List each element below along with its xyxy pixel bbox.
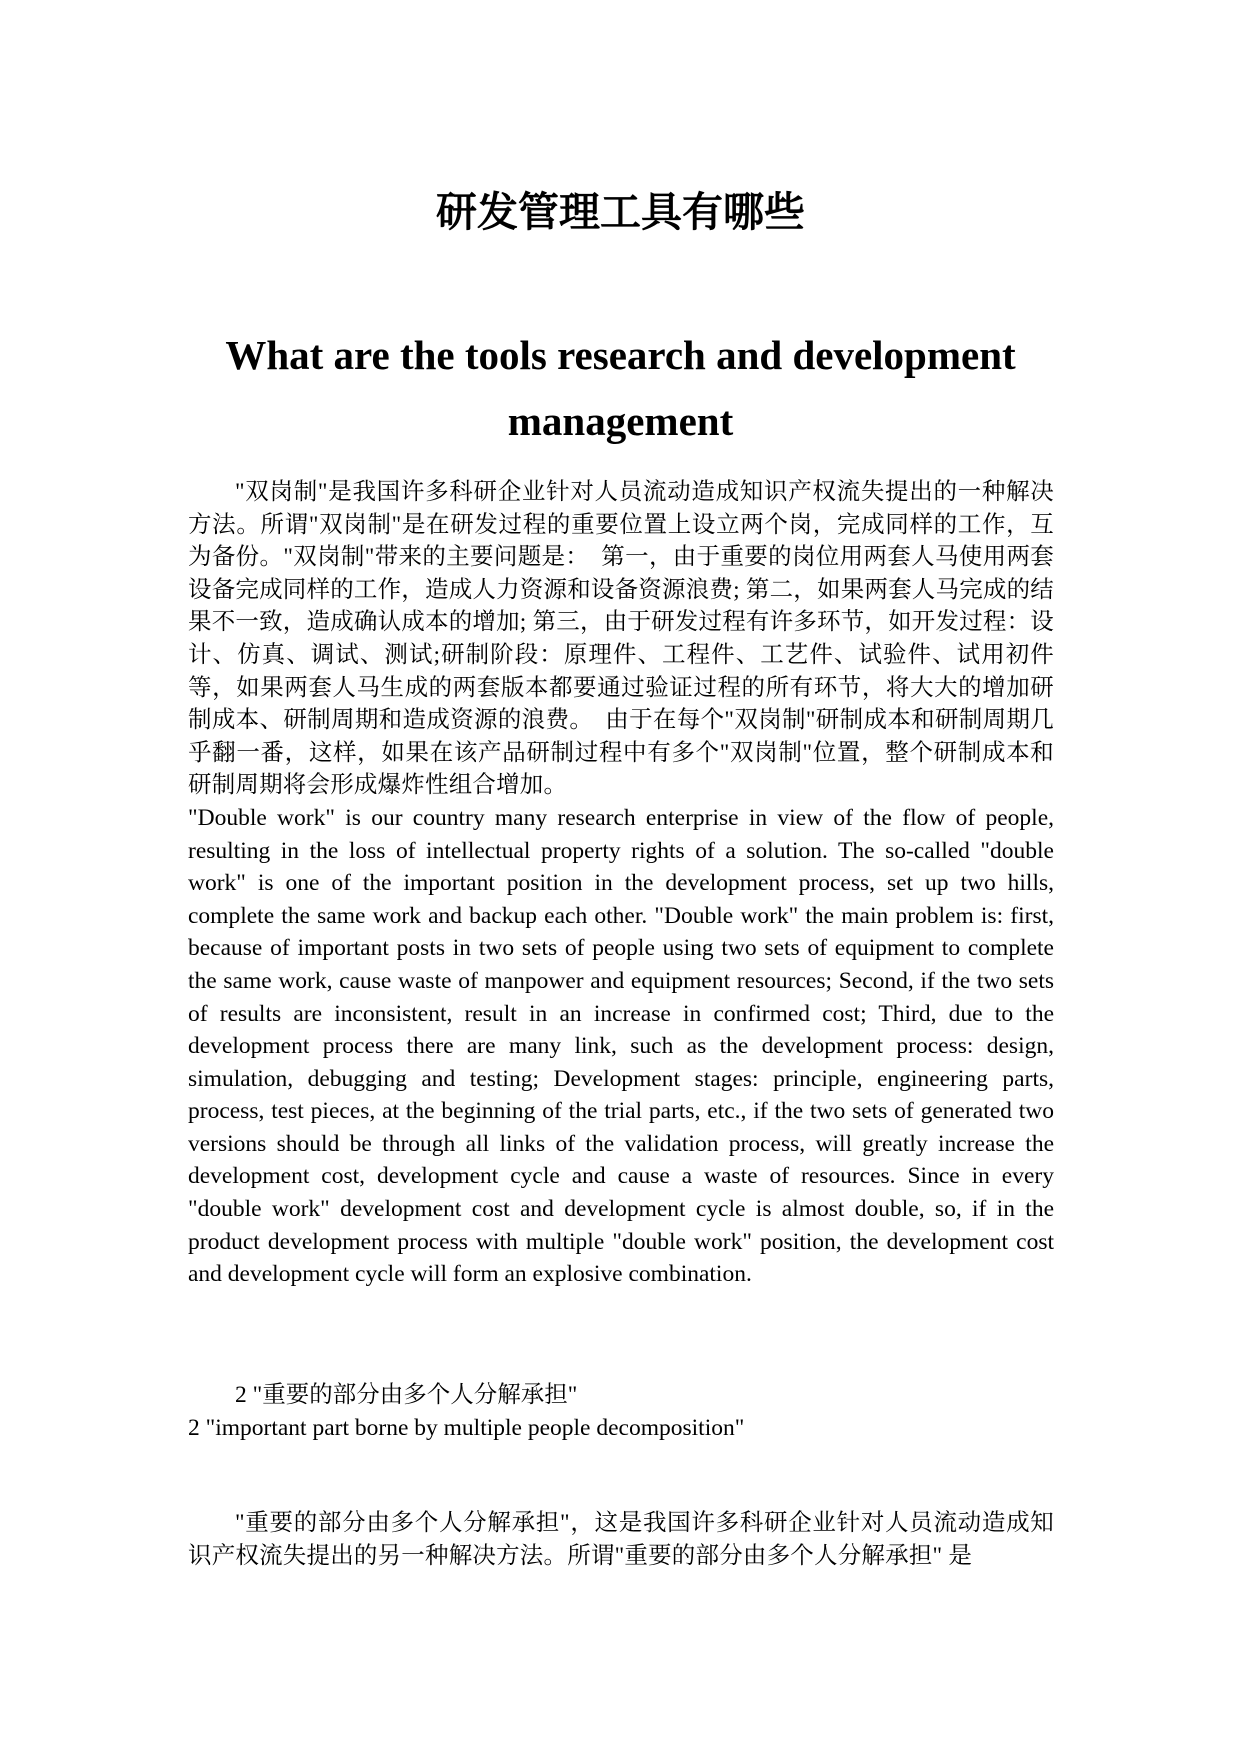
section-2-body <box>188 1507 1054 1572</box>
title-english: What are the tools research and development management <box>225 332 1016 444</box>
paragraph-1-english: "Double work" is our country many research enterprise in view of the flow of people, resulting in the loss of intellectual property rights of a solution. The so-called "double work" is one of the important position in the development process, set up two hills, complete the same work and backup each other. "Double work" the main problem is: first, because of important posts in two sets of people using two sets of equipment to complete the same work, cause waste of manpower and equipment resources; Second, if the two sets of results are inconsistent, result in an increase in confirmed cost; Third, due to the development process there are many link, such as the development process: design, simulation, debugging and testing; Development stages: principle, engineering parts, process, test pieces, at the beginning of the trial parts, etc., if the two sets of generated two versions should be through all links of the validation process, will greatly increase the development cost, development cycle and cause a waste of resources. Since in every "double work" development cost and development cycle is almost double, so, if in the product development process with multiple "double work" position, the development cost and development cycle will form an explosive combination. <box>188 804 1054 1288</box>
paragraph-2-chinese: "重要的部分由多个人分解承担"，这是我国许多科研企业针对人员流动造成知识产权流失提出的另一种解决方法。所谓"重要的部分由多个人分解承担" 是 <box>188 1510 1054 1569</box>
section-1 <box>188 476 1054 1291</box>
section-2-title-english: 2 "important part borne by multiple people decomposition" <box>188 1414 745 1441</box>
section-2-title-chinese: 2 "重要的部分由多个人分解承担" <box>235 1382 578 1408</box>
paragraph-1-chinese: "双岗制"是我国许多科研企业针对人员流动造成知识产权流失提出的一种解决方法。所谓"双岗制"是在研发过程的重要位置上设立两个岗，完成同样的工作，互为备份。"双岗制"带来的主要问题是： 第一，由于重要的岗位用两套人马使用两套设备完成同样的工作，造成人力资源和设备资源浪费; 第二，如果两套人马完成的结果不一致，造成确认成本的增加; 第三，由于研发过程有许多环节，如开发过程：设计、仿真、调试、测试;研制阶段：原理件、工程件、工艺件、试验件、试用初件等，如果两套人马生成的两套版本都要通过验证过程的所有环节，将大大的增加研制成本、研制周期和造成资源的浪费。 由于在每个"双岗制"研制成本和研制周期几乎翻一番，这样，如果在该产品研制过程中有多个"双岗制"位置，整个研制成本和研制周期将会形成爆炸性组合增加。 <box>188 479 1055 799</box>
section-2-heading <box>188 1379 1054 1444</box>
title-chinese: 研发管理工具有哪些 <box>436 189 805 235</box>
